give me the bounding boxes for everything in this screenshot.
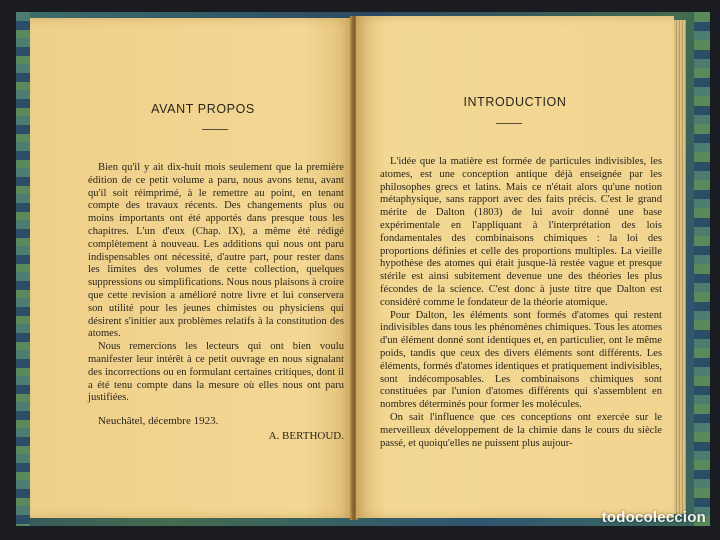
paragraph: L'idée que la matière est formée de particules indivisibles, les atomes, est une conception antique déjà enseignée par les philosophes grecs et latins. Mais ce n'était alors qu'une notion métaphysique, sans rapport avec des faits précis. C'est le grand mérite de Dalton (1803) de lui avoir donné une base expérimentale en l'appliquant à l'interprétation des lois fondamentales des combinaisons chimiques : la loi des proportions définies et celle des proportions multiples. La vieille hypothèse des atomes qui était jusque-là restée vague et presque stérile est ainsi subitement devenue une des théories les plus fécondes de la science. C'est donc à juste titre que Dalton est considéré comme le fondateur de la théorie atomique.: [380, 156, 662, 308]
paragraph: Bien qu'il y ait dix-huit mois seulement que la première édition de ce petit volume a paru, nous avons tenu, avant qu'il soit réimprimé, à le remettre au point, en tenant compte des travaux récents. Des changements plus ou moins importants ont été apportés dans presque tous les chapitres. L'un d'eux (Chap. IX), a même été rédigé complètement à nouveau. Les additions qui nous ont paru indispensables ont nécessité, d'autre part, pour rester dans les limites des volumes de cette collection, quelques suppressions ou simplifications. Nous nous plaisons à croire que cette revision a amélioré notre livre et lui conservera son utilité pour les jeunes chimistes ou physiciens qui désirent s'initier aux problèmes relatifs à la constitution des atomes.: [88, 162, 344, 340]
paragraph: Pour Dalton, les éléments sont formés d'atomes qui restent indivisibles dans tous les phénomènes chimiques. Tous les atomes d'un élément donné sont identiques et, en particulier, ont le même poids, tandis que ceux des divers éléments sont différents. Les éléments, formés d'atomes identiques et pratiquement indivisibles, sont indécomposables. Les combinaisons chimiques sont constituées par l'union d'atomes différents qui s'assemblent en nombres déterminés pour former les molécules.: [380, 309, 662, 411]
right-page-heading: INTRODUCTION: [463, 95, 567, 109]
cover-marbled-edge-right: [694, 12, 710, 526]
place-date: Neuchâtel, décembre 1923.: [98, 415, 219, 428]
cover-marbled-edge-left: [16, 12, 30, 526]
signature-row: [88, 415, 344, 428]
author-line: [88, 430, 344, 443]
paragraph: Nous remercions les lecteurs qui ont bien voulu manifester leur intérêt à ce petit ouvrage en nous signalant des incorrections ou en formulant certaines critiques, dont il a été tenu compte dans la mesure où elles nous ont paru justifiées.: [88, 341, 344, 404]
right-page: [356, 16, 674, 518]
left-page-body: [88, 162, 344, 443]
page-edges: [674, 20, 686, 514]
paragraph: On sait l'influence que ces conceptions ont exercée sur le merveilleux développement de la chimie dans le cours du siècle passé, et quoiqu'elles ne puissent plus aujour-: [380, 411, 662, 449]
watermark-logo: todocoleccion: [601, 509, 706, 526]
left-page: [30, 18, 352, 518]
right-page-body: [380, 156, 662, 450]
heading-rule: [496, 123, 522, 124]
heading-rule: [202, 129, 228, 130]
author-name: A. BERTHOUD.: [268, 429, 344, 442]
left-page-heading: AVANT PROPOS: [151, 102, 255, 116]
